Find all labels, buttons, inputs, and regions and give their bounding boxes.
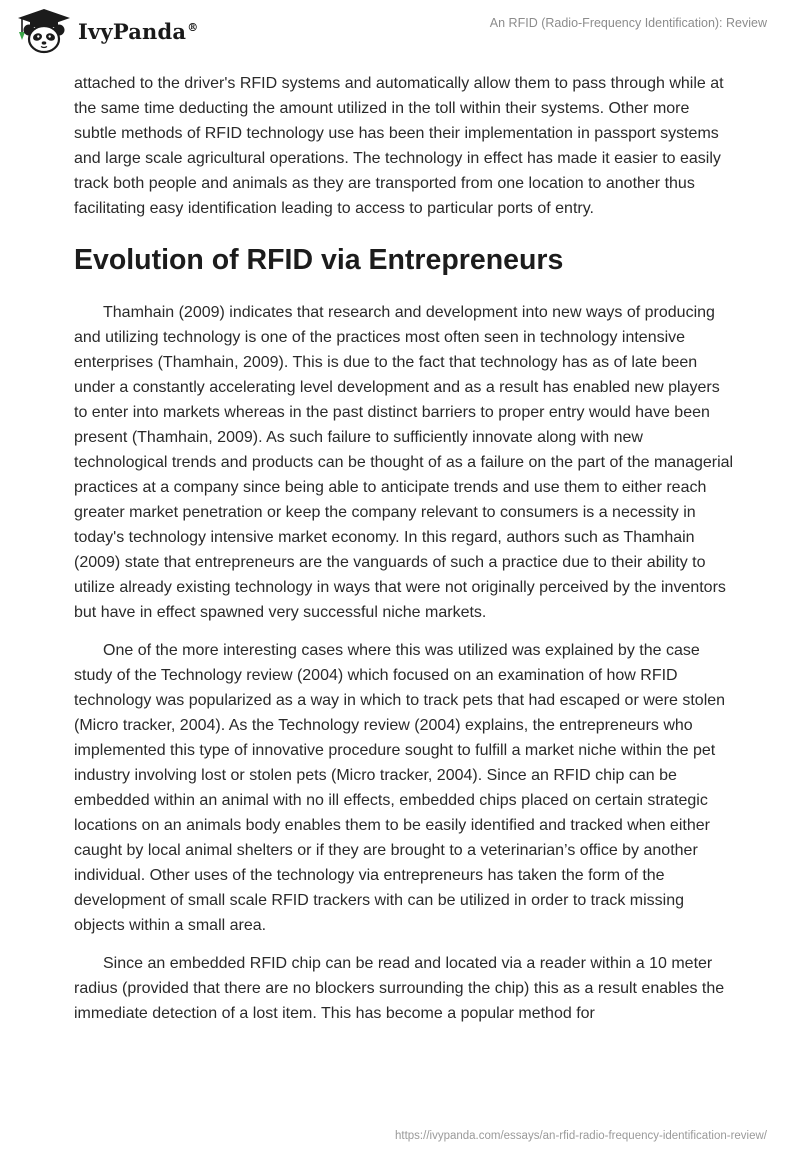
ivypanda-logo-link[interactable]	[16, 8, 198, 54]
brand-name-text: IvyPanda	[78, 18, 187, 44]
document-title: An RFID (Radio-Frequency Identification): Review	[489, 16, 767, 30]
registered-mark: ®	[187, 20, 199, 34]
brand-name	[78, 19, 198, 44]
page-header	[0, 0, 800, 64]
paragraph-spacer	[74, 625, 734, 638]
body-paragraph: Since an embedded RFID chip can be read and located via a reader within a 10 meter radius (provided that there are no blockers surrounding the chip) this as a result enables the immediate detection of a lost item. This has become a popular method for	[74, 955, 725, 1022]
body-paragraph: Thamhain (2009) indicates that research and development into new ways of producing and utilizing technology is one of the practices most often seen in technology intensive enterprises (Thamhain, 2009). This is due to the fact that technology has as of late been under a constantly accelerating level development and as a result has enabled new players to enter into markets whereas in the past distinct barriers to proper entry would have been present (Thamhain, 2009). As such failure to sufficiently innovate along with new technological trends and products can be thought of as a failure on the part of the managerial practices at a company since being able to anticipate trends and use them to either reach greater market penetration or keep the company relevant to consumers is a necessity in today's technology intensive market economy. In this regard, authors such as Thamhain (2009) state that entrepreneurs are the vanguards of such a practice due to their ability to utilize already existing technology in ways that were not originally perceived by the inventors but have in effect spawned very successful niche markets.	[74, 304, 734, 621]
body-paragraph: One of the more interesting cases where this was utilized was explained by the case study of the Technology review (2004) which focused on an examination of how RFID technology was popularized as a way in which to track pets that had escaped or were stolen (Micro tracker, 2004). As the Technology review (2004) explains, the entrepreneurs who implemented this type of innovative procedure sought to fulfill a market niche within the pet industry involving lost or stolen pets (Micro tracker, 2004). Since an RFID chip can be embedded within an animal with no ill effects, embedded chips placed on certain strategic locations on an animals body enables them to be easily identified and tracked when either caught by local animal shelters or if they are brought to a veterinarian’s office by another individual. Other uses of the technology via entrepreneurs has taken the form of the development of small scale RFID trackers with can be utilized in order to track missing objects within a small area.	[74, 642, 726, 934]
intro-paragraph: attached to the driver's RFID systems and automatically allow them to pass through while at the same time deducting the amount utilized in the toll within their systems. Other more subtle methods of RFID technology use has been their implementation in passport systems and large scale agricultural operations. The technology in effect has made it easier to easily track both people and animals as they are transported from one location to another thus facilitating easy identification leading to access to particular ports of entry.	[74, 75, 724, 217]
paragraph-spacer	[74, 938, 734, 951]
source-url-link[interactable]: https://ivypanda.com/essays/an-rfid-radio-frequency-identification-review/	[395, 1130, 767, 1142]
section-heading: Evolution of RFID via Entrepreneurs	[74, 244, 564, 276]
panda-graduation-cap-icon	[16, 8, 72, 54]
article-body	[74, 71, 734, 1026]
